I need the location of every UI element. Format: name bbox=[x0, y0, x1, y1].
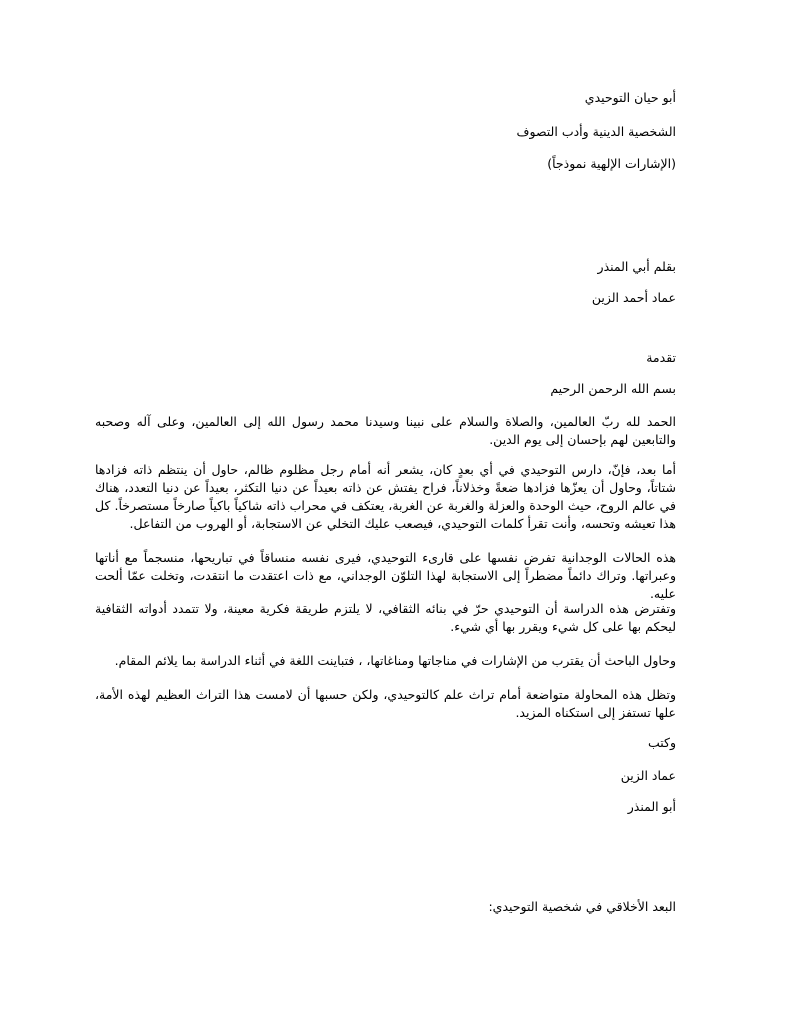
subtitle: الشخصية الدينية وأدب التصوف bbox=[516, 124, 676, 139]
paragraph: الحمد لله ربّ العالمين، والصلاة والسلام على نبينا وسيدنا محمد رسول الله إلى العالمين، وعلى آله وصحبه والتابعين لهم بإحسان إلى يوم الدين. bbox=[95, 414, 676, 447]
paragraph: وحاول الباحث أن يقترب من الإشارات في مناجاتها ومناغاتها، ، فتباينت اللغة في أثناء الدراسة بما يلائم المقام. bbox=[114, 653, 676, 668]
paragraph: هذه الحالات الوجدانية تفرض نفسها على قارىء التوحيدي، فيرى نفسه منساقاً في تباريحها، منسجماً مع أناتها وعبراتها. وتراك دائماً مضطراً إلى الاستجابة لهذا التلوّن الوجداني، مع ذات اعتقدت ما انتقدت، وتخلت عمّا ألحت عليه. bbox=[95, 550, 676, 601]
author-heading: أبو حيان التوحيدي bbox=[584, 90, 676, 105]
author-name: عماد أحمد الزين bbox=[591, 290, 676, 305]
paragraph: وتظل هذه المحاولة متواضعة أمام تراث علم كالتوحيدي، ولكن حسبها أن لامست هذا التراث العظيم لهذه الأمة، علها تستفز إلى استكناه المزيد. bbox=[95, 687, 676, 720]
signature-kunya: أبو المنذر bbox=[627, 799, 676, 814]
by-line: بقلم أبي المنذر bbox=[597, 259, 676, 274]
intro-heading: تقدمة bbox=[646, 350, 676, 365]
signature-name: عماد الزين bbox=[620, 768, 676, 783]
section-heading: البعد الأخلاقي في شخصية التوحيدي: bbox=[488, 899, 676, 914]
basmala: بسم الله الرحمن الرحيم bbox=[550, 381, 676, 396]
paragraph: وتفترض هذه الدراسة أن التوحيدي حرّ في بنائه الثقافي، لا يلتزم طريقة فكرية معينة، ولا تتمدد أدواته الثقافية ليحكم بها على كل شيء ويقرر بها أي شيء. bbox=[95, 601, 676, 634]
written-by: وكتب bbox=[647, 735, 676, 750]
paragraph: أما بعد، فإنّ، دارس التوحيدي في أي بعدٍ كان، يشعر أنه أمام رجل مظلوم ظالم، حاول أن ينتظم ذاته فزادها شتاتاً، وحاول أن يعزّها فزادها ضعةً وخذلاناً، فراح يفتش عن ذاته بعيداً عن دنيا التكثر، بعيداً عن دنيا التعدد، هناك في عالم الروح، حيث الوحدة والعزلة والغربة عن الغربة، يعتكف في محراب ذاته شاكياً باكياً صارخاً مستصرخاً. كل هذا تعيشه وتحسه، وأنت تقرأ كلمات التوحيدي، فيصعب عليك التخلي عن الاستجابة، أو الهروب من التفاعل. bbox=[95, 462, 676, 531]
subtitle-example: (الإشارات الإلهية نموذجاً) bbox=[547, 156, 676, 171]
